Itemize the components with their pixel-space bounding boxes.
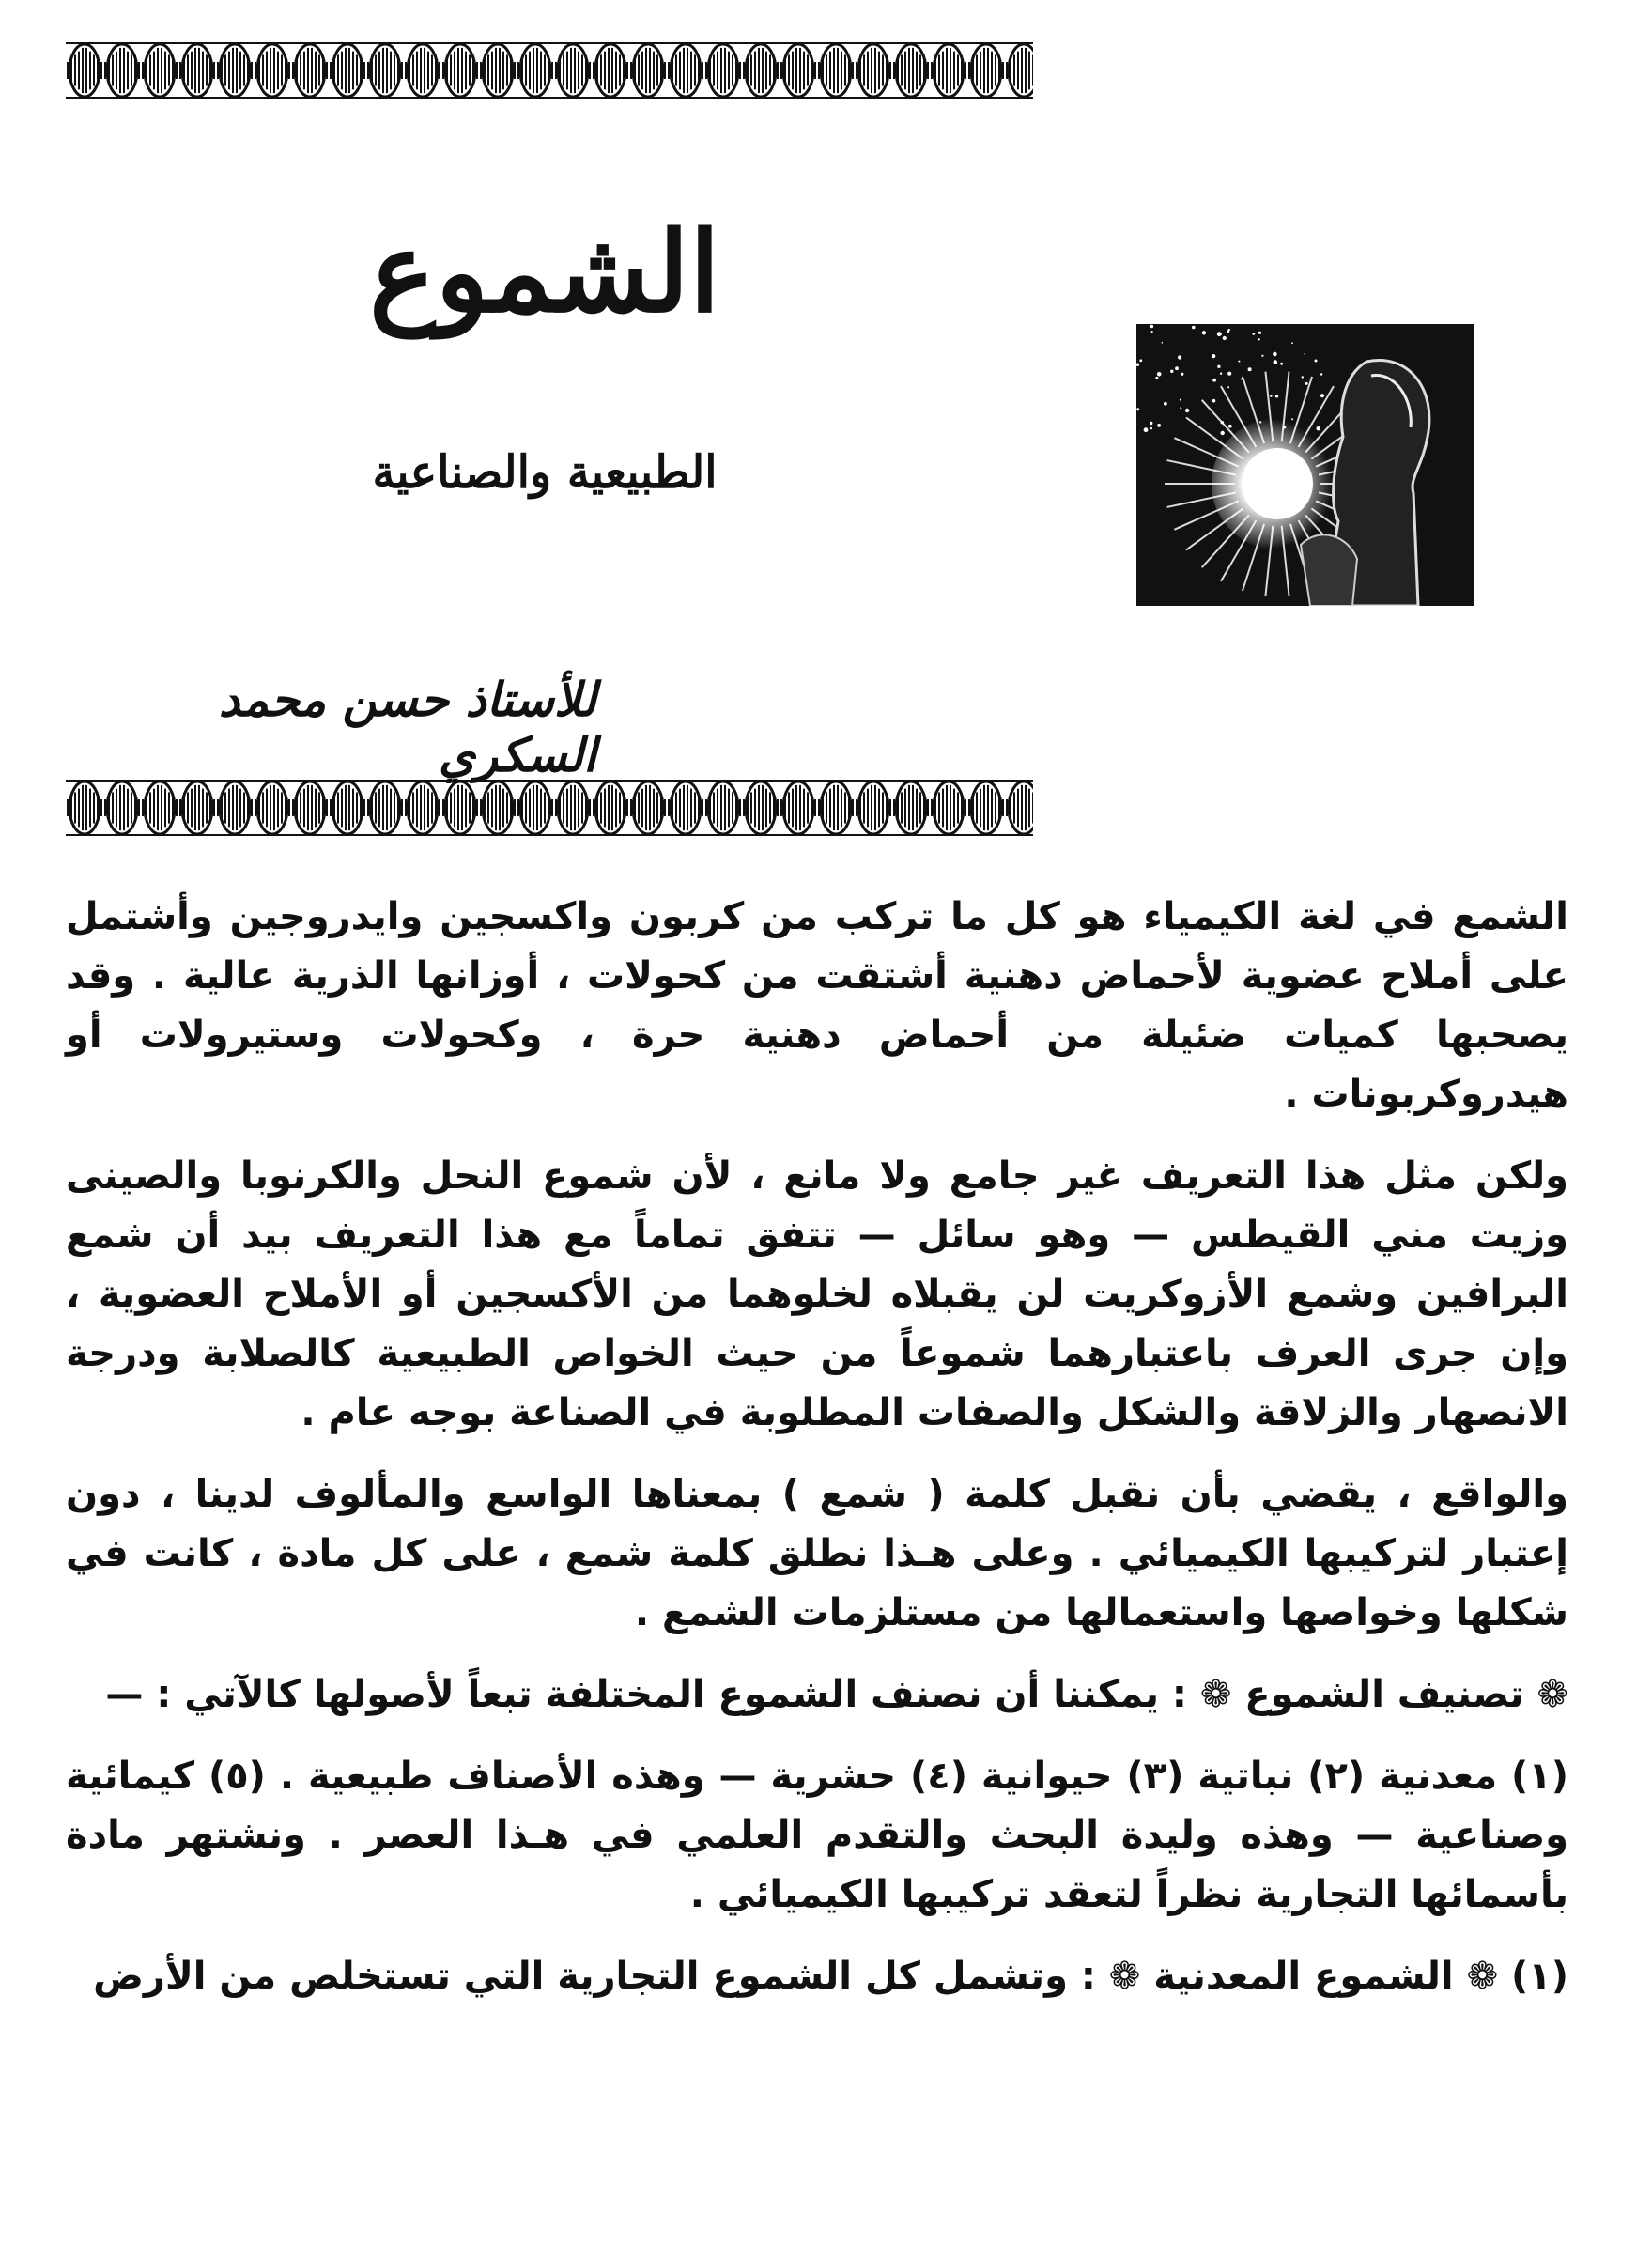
page-title: الشموع [369,207,720,337]
figure-holding-glowing-light-illustration [1136,324,1474,606]
paragraph-mineral-waxes: (١) ❁ الشموع المعدنية ❁ : وتشمل كل الشموع التجارية التي تستخلص من الأرض [93,1955,1568,1998]
paragraph-definition: الشمع في لغة الكيمياء هو كل ما تركب من كربون واكسجين وايدروجين وأشتمل على أملاح عضوية لأحماض دهنية أشتقت من كحولات ، أوزانها الذرية عالية . وقد يصحبها كميات ضئيلة من أحماض دهنية حرة ، وكحولات وستيرولات أو هيدروكربونات . [66,895,1568,1116]
page-subtitle: الطبيعية والصناعية [372,446,718,499]
paragraph-classification-heading: ❁ تصنيف الشموع ❁ : يمكننا أن نصنف الشموع المختلفة تبعاً لأصولها كالآتي : — [105,1673,1568,1716]
paragraph-classification-list: (١) معدنية (٢) نباتية (٣) حيوانية (٤) حشرية — وهذه الأصناف طبيعية . (٥) كيمائية وصناعية — وهذه وليدة البحث والتقدم العلمي في هـذا العصر . ونشتهر مادة بأسمائها التجارية نظراً لتعقد تركيبها الكيميائي . [66,1755,1569,1916]
author-byline: للأستاذ حسن محمد السكري [218,672,596,782]
bottom-ornament-border [66,775,1033,841]
article-body [66,888,1568,2029]
paragraph-critique: ولكن مثل هذا التعريف غير جامع ولا مانع ، لأن شموع النحل والكرنوبا والصينى وزيت مني القيطس — وهو سائل — تتفق تماماً مع هذا التعريف بيد أن شمع البرافين وشمع الأزوكريت لن يقبلاه لخلوهما من الأكسجين أو الأملاح العضوية ، وإن جرى العرف باعتبارهما شموعاً من حيث الخواص الطبيعية كالصلابة ودرجة الانصهار والزلاقة والشكل والصفات المطلوبة في الصناعة بوجه عام . [66,1154,1568,1434]
paragraph-reality: والواقع ، يقضي بأن نقبل كلمة ( شمع ) بمعناها الواسع والمألوف لدينا ، دون إعتبار لتركيبها الكيميائي . وعلى هـذا نطلق كلمة شمع ، على كل مادة ، كانت في شكلها وخواصها واستعمالها من مستلزمات الشمع . [66,1473,1568,1634]
top-ornament-border [66,38,1033,103]
